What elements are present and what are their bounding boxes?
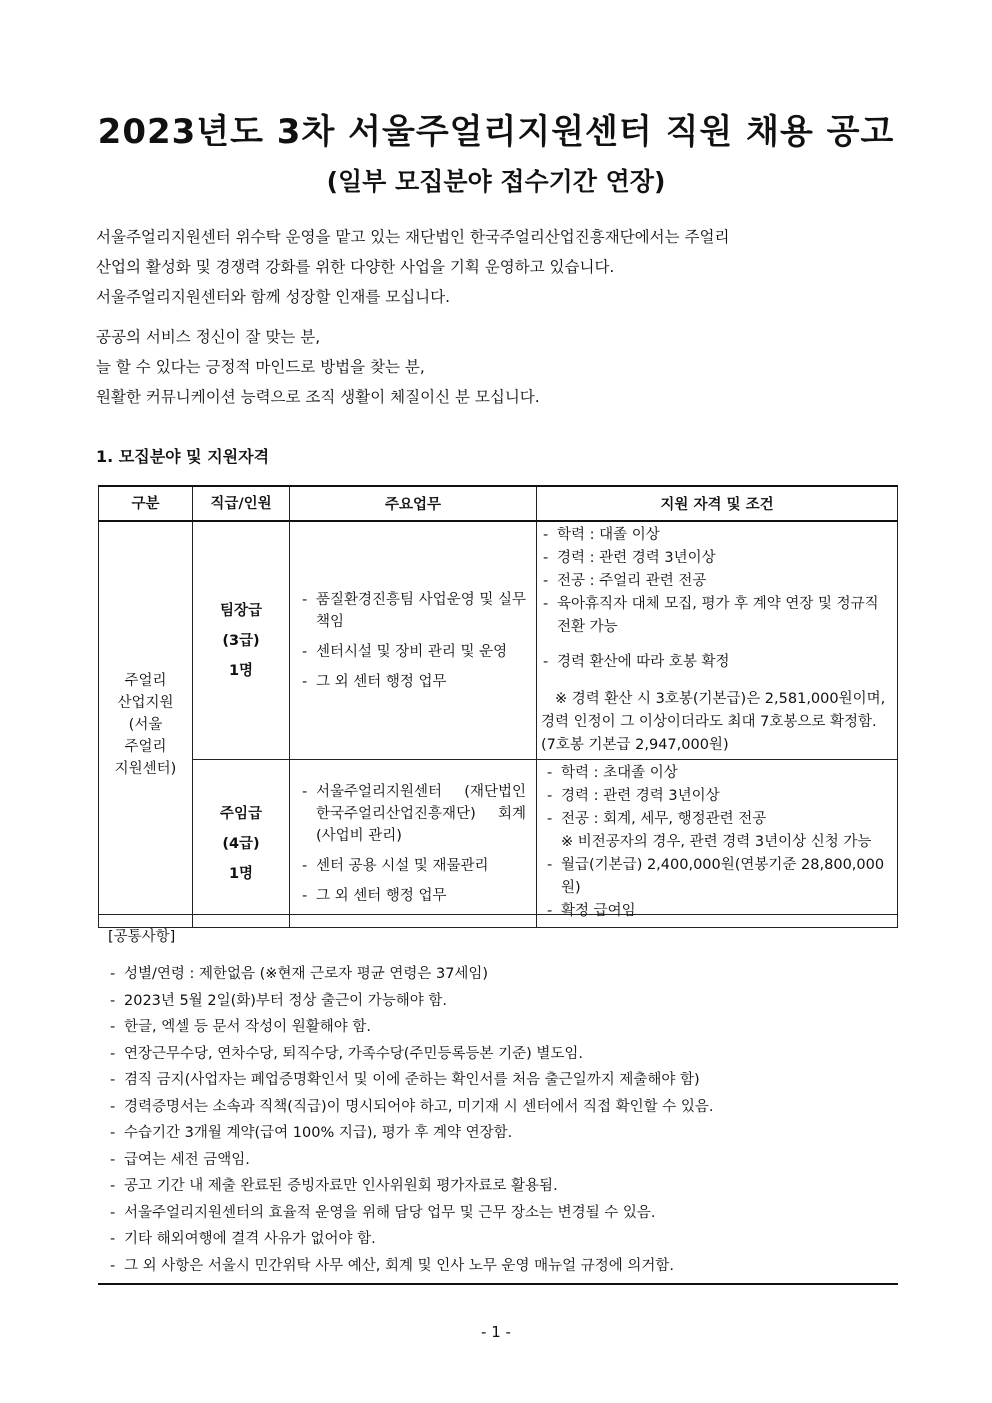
header-grade: 직급/인원 [193,486,290,521]
list-item: - 경력증명서는 소속과 직책(직급)이 명시되어야 하고, 미기재 시 센터에서 직접 확인할 수 있음. [108,1094,714,1121]
category-line: 지원센터) [114,760,177,777]
intro-line: 산업의 활성화 및 경쟁력 강화를 위한 다양한 사업을 기획 운영하고 있습니다. [96,258,615,276]
table-row [99,760,898,928]
duties-list [290,575,536,707]
list-item: - 월급(기본급) 2,400,000원(연봉기준 28,800,000원) [543,854,891,900]
list-item: - 확정 급여임 [543,900,891,923]
common-requirements [98,914,898,1285]
header-qualifications: 지원 자격 및 조건 [537,486,898,521]
list-item: - 센터시설 및 장비 관리 및 운영 [300,641,526,663]
section-heading: 1. 모집분야 및 지원자격 [96,447,270,466]
qualifications-cell [537,521,898,760]
intro-line: 공공의 서비스 정신이 잘 맞는 분, [96,328,321,346]
grade-cell-senior-staff [193,760,290,928]
intro-paragraph-2 [96,322,896,412]
list-item: - 그 외 센터 행정 업무 [300,671,526,693]
list-item: - 그 외 센터 행정 업무 [300,885,526,907]
list-item: - 학력 : 대졸 이상 [543,524,891,547]
intro-line: 서울주얼리지원센터 위수탁 운영을 맡고 있는 재단법인 한국주얼리산업진흥재단에서는 주얼리 [96,228,730,246]
list-item: - 육아휴직자 대체 모집, 평가 후 계약 연장 및 정규직 전환 가능 [543,593,891,639]
qualifications-list [537,522,897,678]
list-item: - 전공 : 주얼리 관련 전공 [543,570,891,593]
grade-cell-team-leader [193,521,290,760]
recruitment-table [98,485,898,928]
grade-headcount: 1명 [228,865,254,882]
common-list [108,961,714,1279]
category-line: 주얼리 [124,738,167,755]
qualifications-list [537,760,897,927]
list-item: - 전공 : 회계, 세무, 행정관련 전공 [543,808,891,831]
list-item: - 수습기간 3개월 계약(급여 100% 지급), 평가 후 계약 연장함. [108,1120,714,1147]
note-text: ※ 경력 환산 시 3호봉(기본급)은 2,581,000원이며, 경력 인정이 그 이상이더라도 최대 7호봉으로 확정함. (7호봉 기본급 2,947,000원) [541,691,886,753]
list-item: - 2023년 5월 2일(화)부터 정상 출근이 가능해야 함. [108,988,714,1015]
grade-headcount: 1명 [228,662,254,679]
list-item: - 센터 공용 시설 및 재물관리 [300,855,526,877]
page-number: - 1 - [481,1323,511,1341]
table-header-row [99,486,898,521]
list-item: - 급여는 세전 금액임. [108,1147,714,1174]
list-item: - 경력 환산에 따라 호봉 확정 [543,651,891,674]
category-cell [99,521,193,928]
list-item: - 연장근무수당, 연차수당, 퇴직수당, 가족수당(주민등록등본 기준) 별도임. [108,1041,714,1068]
qualifications-cell [537,760,898,928]
grade-title: 팀장급 [219,602,263,619]
grade-level: (4급) [222,835,260,852]
intro-line: 서울주얼리지원센터와 함께 성장할 인재를 모십니다. [96,288,451,306]
list-item: - 공고 기간 내 제출 완료된 증빙자료만 인사위원회 평가자료로 활용됨. [108,1173,714,1200]
list-item: - 품질환경진흥팀 사업운영 및 실무 책임 [300,589,526,633]
duties-cell [290,521,537,760]
common-title: [공통사항] [108,929,176,945]
intro-line: 늘 할 수 있다는 긍정적 마인드로 방법을 찾는 분, [96,358,425,376]
intro-line: 원활한 커뮤니케이션 능력으로 조직 생활이 체질이신 분 모십니다. [96,388,540,406]
category-line: (서울 [128,716,163,733]
document-subtitle: (일부 모집분야 접수기간 연장) [326,167,666,196]
intro-paragraph-1 [96,222,896,312]
list-item: - 서울주얼리지원센터 (재단법인 한국주얼리산업진흥재단) 회계 (사업비 관리) [300,781,526,847]
list-item: - 그 외 사항은 서울시 민간위탁 사무 예산, 회계 및 인사 노무 운영 매뉴얼 규정에 의거함. [108,1253,714,1280]
grade-title: 주임급 [219,805,263,822]
header-category: 구분 [99,486,193,521]
note-text: ※ 비전공자의 경우, 관련 경력 3년이상 신청 가능 [561,834,872,850]
list-item: - 경력 : 관련 경력 3년이상 [543,547,891,570]
document-title: 2023년도 3차 서울주얼리지원센터 직원 채용 공고 [97,112,895,152]
list-item: - 학력 : 초대졸 이상 [543,762,891,785]
duties-cell [290,760,537,928]
grade-level: (3급) [222,632,260,649]
header-duties: 주요업무 [290,486,537,521]
list-item: - 성별/연령 : 제한없음 (※현재 근로자 평균 연령은 37세임) [108,961,714,988]
duties-list [290,767,536,921]
list-item: - 기타 해외여행에 결격 사유가 없어야 함. [108,1226,714,1253]
category-line: 주얼리 [124,672,167,689]
list-item: - 경력 : 관련 경력 3년이상 [543,785,891,808]
salary-note [537,678,897,759]
table-row [99,521,898,760]
list-item: - 한글, 엑셀 등 문서 작성이 원활해야 함. [108,1014,714,1041]
category-line: 산업지원 [117,694,174,711]
list-item: - 서울주얼리지원센터의 효율적 운영을 위해 담당 업무 및 근무 장소는 변경될 수 있음. [108,1200,714,1227]
list-item: - 겸직 금지(사업자는 폐업증명확인서 및 이에 준하는 확인서를 처음 출근일까지 제출해야 함) [108,1067,714,1094]
